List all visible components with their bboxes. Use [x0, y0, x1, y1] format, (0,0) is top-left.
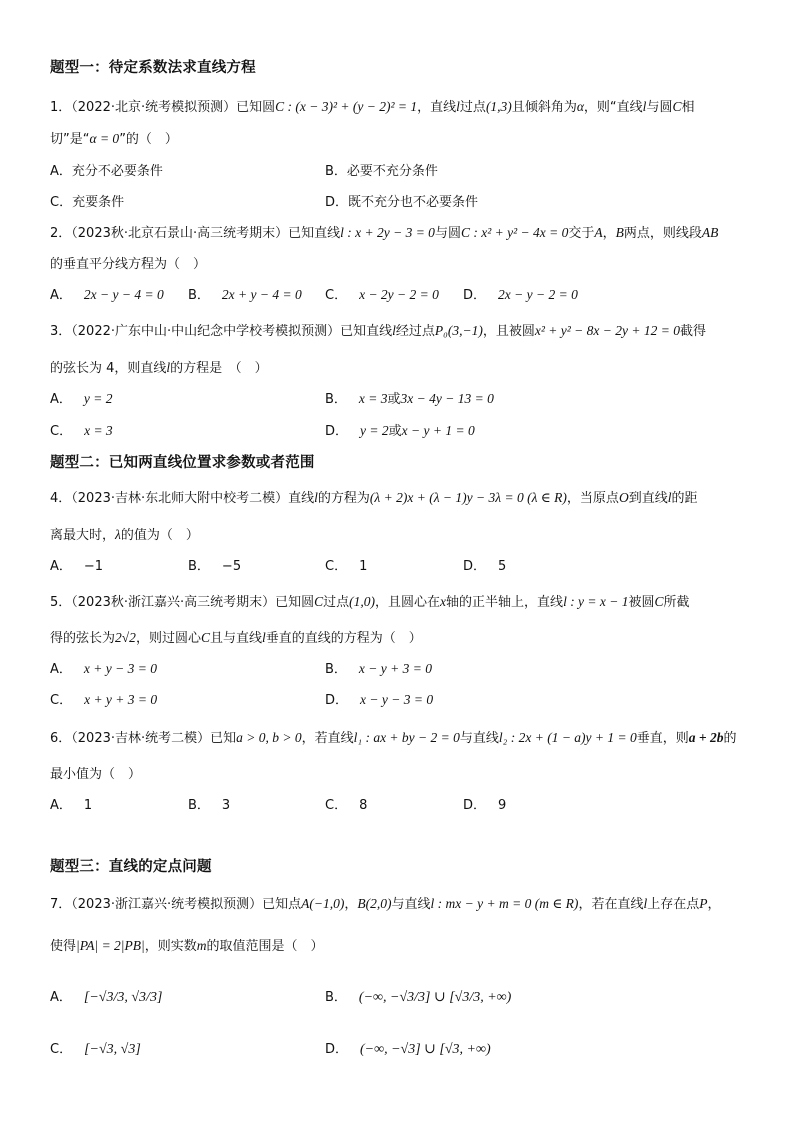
q7-text: ， — [344, 897, 358, 912]
q4-text: 到直线 — [628, 491, 668, 506]
q4-math: O — [618, 490, 629, 505]
q3-line1 — [50, 320, 754, 339]
q6-text: ，若直线 — [301, 731, 354, 746]
q6-text: 与直线 — [459, 731, 499, 746]
q6-math-expr: a + 2b — [688, 730, 724, 745]
q6-math: a > 0, b > 0 — [236, 730, 302, 745]
q6-line1 — [50, 727, 754, 746]
option-label: D． — [325, 1042, 349, 1057]
q5-text: ，且圆心在 — [375, 595, 441, 610]
option-label: D． — [325, 693, 349, 708]
q6-option-a — [50, 794, 92, 813]
q4-option-b — [188, 555, 241, 574]
q4-math: l — [667, 490, 672, 505]
q3-text: 的弦长为 4，则直线 — [50, 361, 167, 376]
q2-option-a — [50, 284, 164, 303]
q3-math-circle: x² + y² − 8x − 2y + 12 = 0 — [534, 323, 680, 338]
q7-math: P — [699, 896, 708, 911]
q5-math-line: l : y = x − 1 — [563, 594, 629, 609]
q2-math-circle: C : x² + y² − 4x = 0 — [460, 225, 569, 240]
q5-text: 5．（2023秋·浙江嘉兴·高三统考期末）已知圆 — [50, 595, 315, 610]
q5-option-b — [325, 658, 432, 677]
q6-option-c — [325, 794, 367, 813]
option-value: 5 — [498, 559, 507, 574]
option-or: 或 — [388, 424, 402, 439]
q6-option-d — [463, 794, 506, 813]
q1-math: α = 0 — [89, 131, 120, 146]
q5-text: 轴的正半轴上，直线 — [446, 595, 564, 610]
q3-text: 截得 — [679, 324, 706, 339]
q1-option-c: C．充要条件 — [50, 195, 125, 210]
q4-text: 的值为（ ） — [120, 528, 199, 543]
q1-text: 且倾斜角为 — [511, 100, 577, 115]
option-value: [−√3/3, √3/3] — [83, 990, 163, 1005]
q3-text: 经过点 — [395, 324, 435, 339]
q4-math: λ — [115, 527, 121, 542]
q5-text: 被圆 — [628, 595, 655, 610]
q4-option-d — [463, 555, 506, 574]
q7-option-b — [325, 986, 511, 1006]
q5-option-c — [50, 689, 157, 708]
q6-math-line1: l₁ : ax + by − 2 = 0 — [353, 730, 460, 745]
option-value: 1 — [359, 559, 368, 574]
q1-line1 — [50, 96, 754, 115]
option-value: x − y + 3 = 0 — [358, 661, 432, 676]
option-label: C． — [325, 288, 348, 303]
q3-option-d — [325, 420, 475, 439]
q3-math: l — [392, 323, 396, 338]
option-value: x − y − 3 = 0 — [360, 692, 434, 707]
option-value: (−∞, −√3/3] ∪ [√3/3, +∞) — [358, 990, 512, 1005]
q7-text: 使得 — [50, 939, 77, 954]
option-label: A． — [50, 798, 72, 813]
q2-text: 2．（2023秋·北京石景山·高三统考期末）已知直线 — [50, 226, 341, 241]
option-value: [−√3, √3] — [84, 1042, 141, 1057]
q7-text: ， — [707, 897, 721, 912]
q3-text: ，且被圆 — [482, 324, 535, 339]
q5-text: 垂直的直线的方程为（ ） — [265, 631, 422, 646]
section-title-1: 题型一：待定系数法求直线方程 — [50, 60, 256, 76]
option-value: 1 — [83, 798, 93, 813]
q7-math: m — [196, 938, 207, 953]
q1-math-circle: C : (x − 3)² + (y − 2)² = 1 — [275, 99, 418, 114]
option-label: D． — [463, 798, 487, 813]
option-value: x + y − 3 = 0 — [83, 661, 157, 676]
option-label: A． — [50, 288, 72, 303]
q7-text: ，则实数 — [144, 939, 197, 954]
q3-math-point: P₀(3,−1) — [434, 323, 483, 338]
q5-math-point: (1,0) — [349, 594, 376, 609]
option-label: B． — [325, 662, 347, 677]
q7-math-line: l : mx − y + m = 0 (m ∈ R) — [430, 896, 579, 911]
option-label: A． — [50, 662, 72, 677]
option-value: x = 3 — [84, 423, 113, 438]
q6-option-b — [188, 794, 230, 813]
q1-text: ”的（ ） — [119, 132, 178, 147]
option-label: C． — [50, 424, 73, 439]
option-value: 3 — [221, 798, 231, 813]
q7-text: 上存在点 — [647, 897, 700, 912]
q1-math: C — [672, 99, 682, 114]
option-value: −5 — [221, 559, 242, 574]
q2-text: 两点，则线段 — [623, 226, 702, 241]
option-label: A． — [50, 392, 72, 407]
q1-option-a: A．充分不必要条件 — [50, 164, 163, 179]
q3-text: 3．（2022·广东中山·中山纪念中学校考模拟预测）已知直线 — [50, 324, 393, 339]
q5-text: 所截 — [663, 595, 690, 610]
option-value: 2x + y − 4 = 0 — [221, 287, 302, 302]
q5-option-a — [50, 658, 157, 677]
q5-text: 得的弦长为 — [50, 631, 116, 646]
option-value: 3x − 4y − 13 = 0 — [400, 391, 494, 406]
q5-math: l — [261, 630, 266, 645]
option-value: −1 — [83, 559, 104, 574]
q3-line2 — [50, 357, 754, 376]
q4-text: 的方程为 — [317, 491, 370, 506]
q4-option-c — [325, 555, 367, 574]
section-title-3: 题型三：直线的定点问题 — [50, 859, 212, 875]
q4-text: 的距 — [671, 491, 698, 506]
q5-line1 — [50, 591, 754, 610]
option-label: C． — [325, 559, 348, 574]
q7-line1 — [50, 893, 754, 912]
q1-text: ，则“直线 — [583, 100, 643, 115]
q3-math: l — [166, 360, 171, 375]
q4-line1 — [50, 487, 754, 506]
q6-text: 的 — [723, 731, 737, 746]
q1-text: 过点 — [459, 100, 486, 115]
q7-text: ，若在直线 — [578, 897, 644, 912]
option-label: B． — [325, 392, 347, 407]
q5-line2 — [50, 627, 754, 646]
q2-math-line: l : x + 2y − 3 = 0 — [340, 225, 435, 240]
q2-line1 — [50, 222, 754, 241]
option-value: x − 2y − 2 = 0 — [359, 287, 439, 302]
section-title-2: 题型二：已知两直线位置求参数或者范围 — [50, 455, 315, 471]
q7-math: l — [643, 896, 648, 911]
q3-option-b — [325, 388, 494, 407]
q4-line2 — [50, 524, 754, 543]
q6-math-line2: l₂ : 2x + (1 − a)y + 1 = 0 — [498, 730, 637, 745]
q4-text: ，当原点 — [566, 491, 619, 506]
q1-text: ，直线 — [417, 100, 457, 115]
option-label: C． — [50, 693, 73, 708]
q5-math: C — [200, 630, 210, 645]
option-label: B． — [188, 798, 210, 813]
q2-math: AB — [701, 225, 719, 240]
q7-math-point: A(−1,0) — [301, 896, 345, 911]
q1-math-point: (1,3) — [485, 99, 512, 114]
option-value: x − y + 1 = 0 — [401, 423, 475, 438]
q2-line2: 的垂直平分线方程为（ ） — [50, 257, 207, 272]
option-value: 2x − y − 4 = 0 — [83, 287, 164, 302]
q7-option-a — [50, 986, 162, 1006]
q3-option-c — [50, 420, 113, 439]
option-label: D． — [463, 288, 487, 303]
q6-text: 垂直，则 — [636, 731, 689, 746]
q5-math: C — [654, 594, 664, 609]
option-value: 2x − y − 2 = 0 — [498, 287, 578, 302]
option-value: (−∞, −√3] ∪ [√3, +∞) — [360, 1042, 491, 1057]
q5-text: ，则过圆心 — [135, 631, 201, 646]
q7-text: 与直线 — [391, 897, 431, 912]
q2-text: ， — [602, 226, 616, 241]
q7-math-point: B(2,0) — [357, 896, 392, 911]
option-label: B． — [188, 559, 210, 574]
option-label: D． — [325, 424, 349, 439]
q7-text: 7．（2023·浙江嘉兴·统考模拟预测）已知点 — [50, 897, 302, 912]
q2-text: 交于 — [568, 226, 595, 241]
option-label: C． — [325, 798, 348, 813]
q2-text: 与圆 — [434, 226, 461, 241]
q4-option-a — [50, 555, 103, 574]
option-value: 8 — [359, 798, 368, 813]
q2-math: B — [615, 225, 624, 240]
q1-option-d: D．既不充分也不必要条件 — [325, 195, 479, 210]
option-value: x = 3 — [358, 391, 388, 406]
q2-option-b — [188, 284, 302, 303]
q1-option-b: B．必要不充分条件 — [325, 164, 438, 179]
q1-math: l — [456, 99, 460, 114]
option-label: D． — [463, 559, 487, 574]
option-label: A． — [50, 990, 72, 1005]
q4-math: l — [314, 490, 318, 505]
q1-text: 与圆 — [646, 100, 673, 115]
option-value: 9 — [498, 798, 507, 813]
q2-math: A — [594, 225, 603, 240]
option-label: B． — [188, 288, 210, 303]
q4-text: 4．（2023·吉林·东北师大附中校考二模）直线 — [50, 491, 315, 506]
q7-option-d — [325, 1038, 491, 1058]
option-value: y = 2 — [83, 391, 113, 406]
q2-option-d — [463, 284, 578, 303]
q7-math: |PA| = 2|PB| — [76, 938, 145, 953]
q2-option-c — [325, 284, 439, 303]
q1-text: 切”是“ — [50, 132, 90, 147]
q5-text: 过点 — [323, 595, 350, 610]
q6-text: 6．（2023·吉林·统考二模）已知 — [50, 731, 237, 746]
q1-math: α — [576, 99, 584, 114]
q5-text: 且与直线 — [209, 631, 262, 646]
q5-option-d — [325, 689, 433, 708]
q5-math: C — [314, 594, 324, 609]
q1-text: 1．（2022·北京·统考模拟预测）已知圆 — [50, 100, 276, 115]
q7-option-c — [50, 1038, 141, 1058]
option-label: A． — [50, 559, 72, 574]
option-label: C． — [50, 1042, 73, 1057]
q1-text: 相 — [681, 100, 695, 115]
q1-line2 — [50, 128, 754, 147]
option-value: x + y + 3 = 0 — [84, 692, 158, 707]
q3-text: 的方程是 （ ） — [170, 361, 268, 376]
option-label: B． — [325, 990, 347, 1005]
option-or: 或 — [387, 392, 401, 407]
option-value: y = 2 — [360, 423, 389, 438]
q5-math: 2√2 — [115, 630, 136, 645]
q1-math: l — [642, 99, 647, 114]
q7-text: 的取值范围是（ ） — [206, 939, 324, 954]
q6-line2: 最小值为（ ） — [50, 767, 142, 782]
q4-math-equation: (λ + 2)x + (λ − 1)y − 3λ = 0 (λ ∈ R) — [369, 490, 567, 505]
q3-option-a — [50, 388, 113, 407]
q7-line2 — [50, 935, 754, 954]
q4-text: 离最大时， — [50, 528, 116, 543]
q5-math: x — [440, 594, 447, 609]
